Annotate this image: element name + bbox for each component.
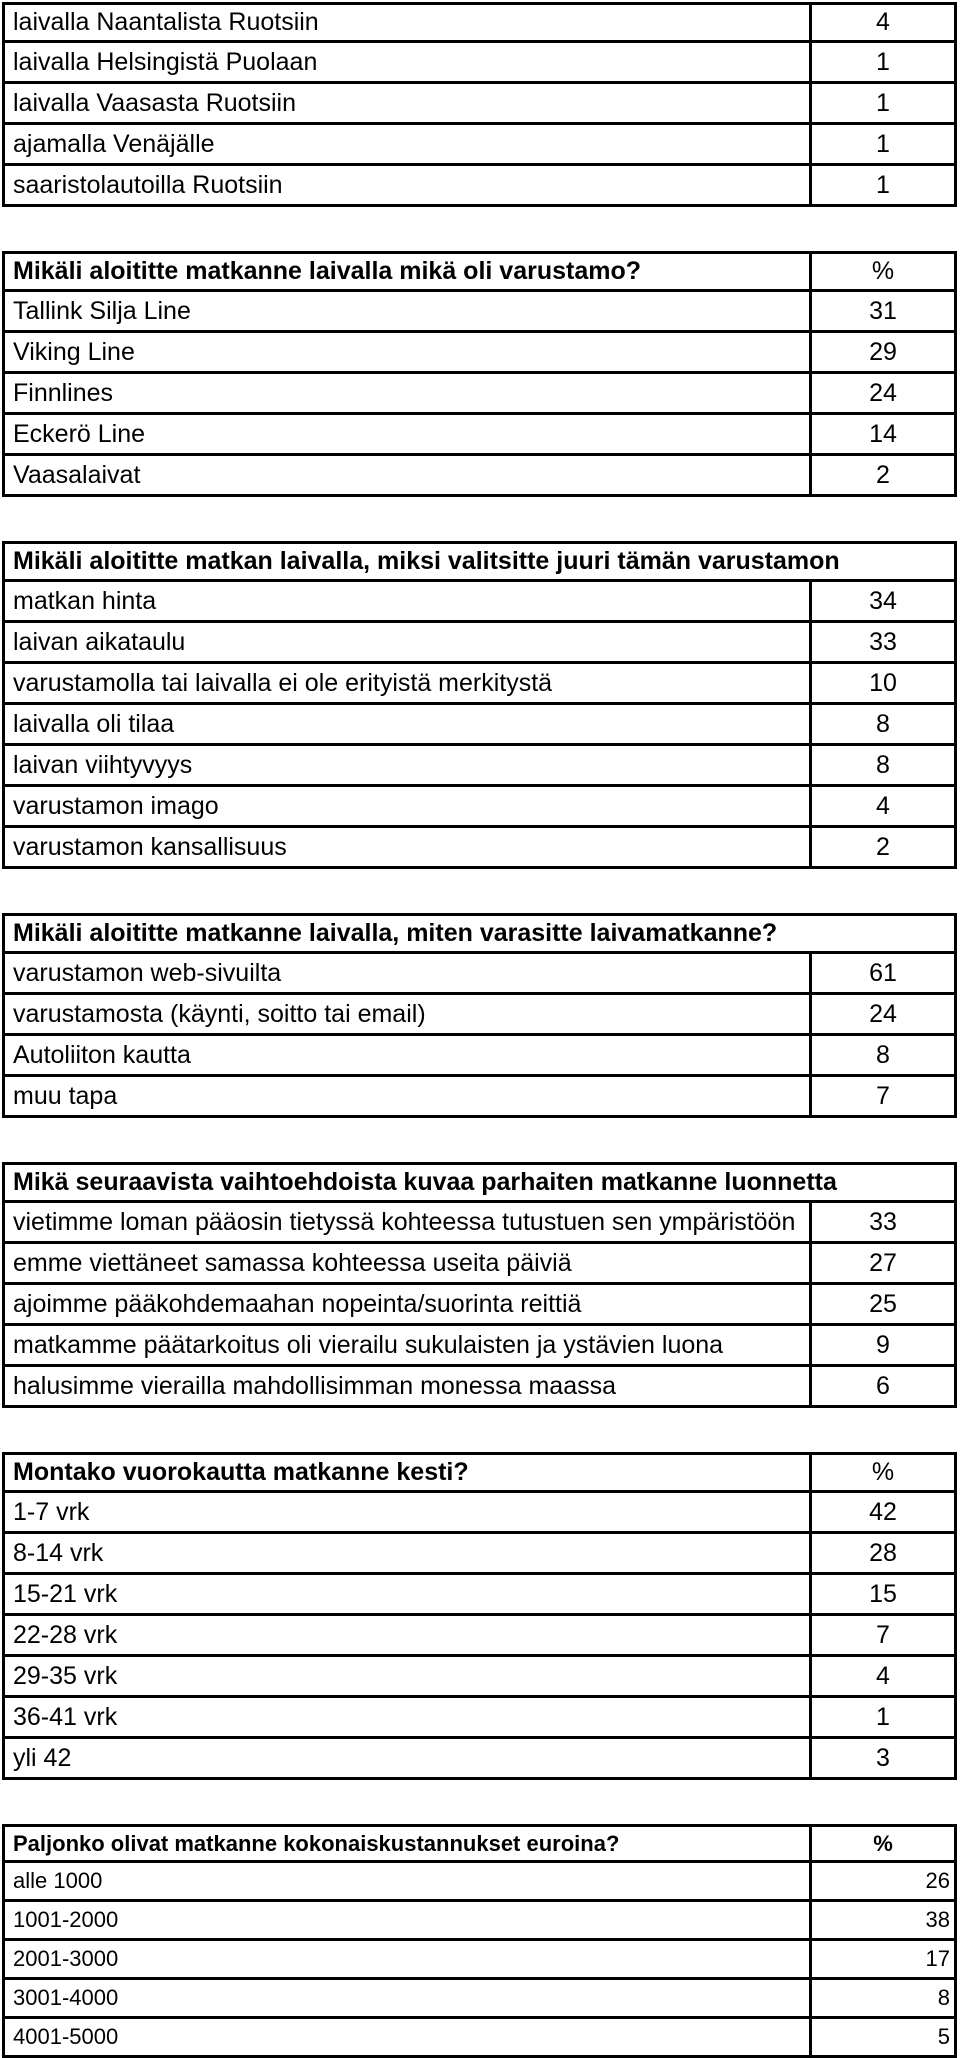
table-row bbox=[2, 84, 957, 125]
row-value: 8 bbox=[809, 746, 954, 784]
row-label: 15-21 vrk bbox=[13, 1579, 118, 1608]
row-value: 33 bbox=[809, 623, 954, 661]
table-row bbox=[2, 1657, 957, 1698]
row-label: Autoliiton kautta bbox=[13, 1040, 191, 1069]
row-value: 34 bbox=[809, 582, 954, 620]
table-row bbox=[2, 995, 957, 1036]
table-row bbox=[2, 2, 957, 43]
row-value: 5 bbox=[809, 2019, 954, 2055]
row-label: ajoimme pääkohdemaahan nopeinta/suorinta reittiä bbox=[13, 1289, 582, 1318]
unit-label: % bbox=[809, 1455, 954, 1490]
row-label: Viking Line bbox=[13, 337, 135, 366]
section-route bbox=[2, 2, 957, 207]
table-row bbox=[2, 1326, 957, 1367]
section-gap bbox=[2, 497, 957, 541]
table-row bbox=[2, 623, 957, 664]
table-row bbox=[2, 1739, 957, 1780]
row-label: varustamolla tai laivalla ei ole erityistä merkitystä bbox=[13, 668, 553, 697]
row-value: 61 bbox=[809, 954, 954, 992]
table-row bbox=[2, 1980, 957, 2019]
section-trip-nature bbox=[2, 1162, 957, 1408]
row-value: 17 bbox=[809, 1941, 954, 1977]
table-row bbox=[2, 1203, 957, 1244]
table-row bbox=[2, 1244, 957, 1285]
row-value: 7 bbox=[809, 1077, 954, 1115]
row-label: laivalla Naantalista Ruotsiin bbox=[13, 8, 319, 36]
row-label: Eckerö Line bbox=[13, 419, 146, 448]
row-value: 4 bbox=[809, 787, 954, 825]
row-value: 1 bbox=[809, 1698, 954, 1736]
section-costs bbox=[2, 1824, 957, 2058]
row-value: 1 bbox=[809, 125, 954, 163]
table-row bbox=[2, 1863, 957, 1902]
section-title: Mikäli aloititte matkan laivalla, miksi valitsitte juuri tämän varustamon bbox=[13, 547, 840, 575]
row-label: halusimme vierailla mahdollisimman monessa maassa bbox=[13, 1371, 617, 1400]
table-row bbox=[2, 166, 957, 207]
section-duration bbox=[2, 1452, 957, 1780]
row-value: 27 bbox=[809, 1244, 954, 1282]
row-label: 22-28 vrk bbox=[13, 1620, 118, 1649]
row-value: 1 bbox=[809, 84, 954, 122]
row-value: 1 bbox=[809, 43, 954, 81]
row-value: 14 bbox=[809, 415, 954, 453]
table-row bbox=[2, 1285, 957, 1326]
table-row bbox=[2, 1941, 957, 1980]
row-value: 24 bbox=[809, 374, 954, 412]
section-gap bbox=[2, 869, 957, 913]
row-value: 6 bbox=[809, 1367, 954, 1405]
table-row bbox=[2, 787, 957, 828]
row-label: laivan viihtyvyys bbox=[13, 750, 193, 779]
row-label: ajamalla Venäjälle bbox=[13, 129, 215, 158]
table-row bbox=[2, 705, 957, 746]
row-label: matkamme päätarkoitus oli vierailu sukulaisten ja ystävien luona bbox=[13, 1330, 724, 1359]
section-gap bbox=[2, 1780, 957, 1824]
row-label: 29-35 vrk bbox=[13, 1661, 118, 1690]
row-label: 2001-3000 bbox=[13, 1946, 119, 1971]
table-row bbox=[2, 1036, 957, 1077]
section-header bbox=[2, 1162, 957, 1203]
row-label: 8-14 vrk bbox=[13, 1538, 104, 1567]
table-row bbox=[2, 1367, 957, 1408]
row-label: saaristolautoilla Ruotsiin bbox=[13, 170, 283, 199]
section-title: Mikäli aloititte matkanne laivalla mikä oli varustamo? bbox=[13, 257, 642, 285]
row-value: 29 bbox=[809, 333, 954, 371]
row-label: varustamosta (käynti, soitto tai email) bbox=[13, 999, 426, 1028]
table-row bbox=[2, 125, 957, 166]
unit-label: % bbox=[809, 1827, 954, 1860]
table-row bbox=[2, 1534, 957, 1575]
row-label: 36-41 vrk bbox=[13, 1702, 118, 1731]
row-value: 9 bbox=[809, 1326, 954, 1364]
row-label: varustamon imago bbox=[13, 791, 219, 820]
section-title: Mikäli aloititte matkanne laivalla, miten varasitte laivamatkanne? bbox=[13, 919, 778, 947]
table-row bbox=[2, 333, 957, 374]
section-title: Montako vuorokautta matkanne kesti? bbox=[13, 1458, 469, 1486]
section-gap bbox=[2, 1408, 957, 1452]
table-row bbox=[2, 1575, 957, 1616]
row-label: matkan hinta bbox=[13, 586, 157, 615]
row-label: vietimme loman pääosin tietyssä kohteessa tutustuen sen ympäristöön bbox=[13, 1207, 796, 1236]
row-label: Finnlines bbox=[13, 378, 114, 407]
row-value: 26 bbox=[809, 1863, 954, 1899]
section-reason bbox=[2, 541, 957, 869]
row-label: laivalla Helsingistä Puolaan bbox=[13, 47, 318, 76]
table-row bbox=[2, 43, 957, 84]
row-value: 38 bbox=[809, 1902, 954, 1938]
section-gap bbox=[2, 1118, 957, 1162]
row-label: emme viettäneet samassa kohteessa useita päiviä bbox=[13, 1248, 572, 1277]
table-row bbox=[2, 1902, 957, 1941]
row-label: laivalla oli tilaa bbox=[13, 709, 175, 738]
table-row bbox=[2, 456, 957, 497]
row-value: 7 bbox=[809, 1616, 954, 1654]
table-row bbox=[2, 746, 957, 787]
table-row bbox=[2, 374, 957, 415]
row-value: 2 bbox=[809, 456, 954, 494]
unit-label: % bbox=[809, 254, 954, 289]
section-header bbox=[2, 913, 957, 954]
row-value: 28 bbox=[809, 1534, 954, 1572]
row-value: 31 bbox=[809, 292, 954, 330]
table-row bbox=[2, 1698, 957, 1739]
section-title: Mikä seuraavista vaihtoehdoista kuvaa parhaiten matkanne luonnetta bbox=[13, 1168, 837, 1196]
table-row bbox=[2, 828, 957, 869]
table-row bbox=[2, 2019, 957, 2058]
section-header bbox=[2, 1824, 957, 1863]
row-label: 3001-4000 bbox=[13, 1985, 119, 2010]
table-row bbox=[2, 1616, 957, 1657]
row-value: 24 bbox=[809, 995, 954, 1033]
row-value: 1 bbox=[809, 166, 954, 204]
section-header bbox=[2, 251, 957, 292]
row-label: laivan aikataulu bbox=[13, 627, 186, 656]
row-value: 2 bbox=[809, 828, 954, 866]
table-row bbox=[2, 1077, 957, 1118]
section-header bbox=[2, 1452, 957, 1493]
table-row bbox=[2, 954, 957, 995]
row-value: 25 bbox=[809, 1285, 954, 1323]
table-row bbox=[2, 292, 957, 333]
survey-results-sheet bbox=[2, 2, 957, 2058]
table-row bbox=[2, 1493, 957, 1534]
row-label: Tallink Silja Line bbox=[13, 296, 191, 325]
row-value: 4 bbox=[809, 1657, 954, 1695]
row-value: 4 bbox=[809, 5, 954, 40]
row-value: 42 bbox=[809, 1493, 954, 1531]
row-label: laivalla Vaasasta Ruotsiin bbox=[13, 88, 297, 117]
row-label: muu tapa bbox=[13, 1081, 118, 1110]
section-header bbox=[2, 541, 957, 582]
row-label: 4001-5000 bbox=[13, 2024, 119, 2049]
row-label: varustamon kansallisuus bbox=[13, 832, 287, 861]
row-label: alle 1000 bbox=[13, 1868, 103, 1893]
row-value: 15 bbox=[809, 1575, 954, 1613]
table-row bbox=[2, 582, 957, 623]
row-value: 8 bbox=[809, 1980, 954, 2016]
section-booking bbox=[2, 913, 957, 1118]
row-value: 10 bbox=[809, 664, 954, 702]
row-label: varustamon web-sivuilta bbox=[13, 958, 282, 987]
row-label: Vaasalaivat bbox=[13, 460, 141, 489]
row-value: 8 bbox=[809, 705, 954, 743]
row-label: 1001-2000 bbox=[13, 1907, 119, 1932]
section-gap bbox=[2, 207, 957, 251]
section-shipping-company bbox=[2, 251, 957, 497]
row-value: 8 bbox=[809, 1036, 954, 1074]
table-row bbox=[2, 415, 957, 456]
row-value: 33 bbox=[809, 1203, 954, 1241]
table-row bbox=[2, 664, 957, 705]
row-label: 1-7 vrk bbox=[13, 1497, 90, 1526]
row-value: 3 bbox=[809, 1739, 954, 1777]
section-title: Paljonko olivat matkanne kokonaiskustannukset euroina? bbox=[13, 1830, 620, 1856]
row-label: yli 42 bbox=[13, 1743, 72, 1772]
